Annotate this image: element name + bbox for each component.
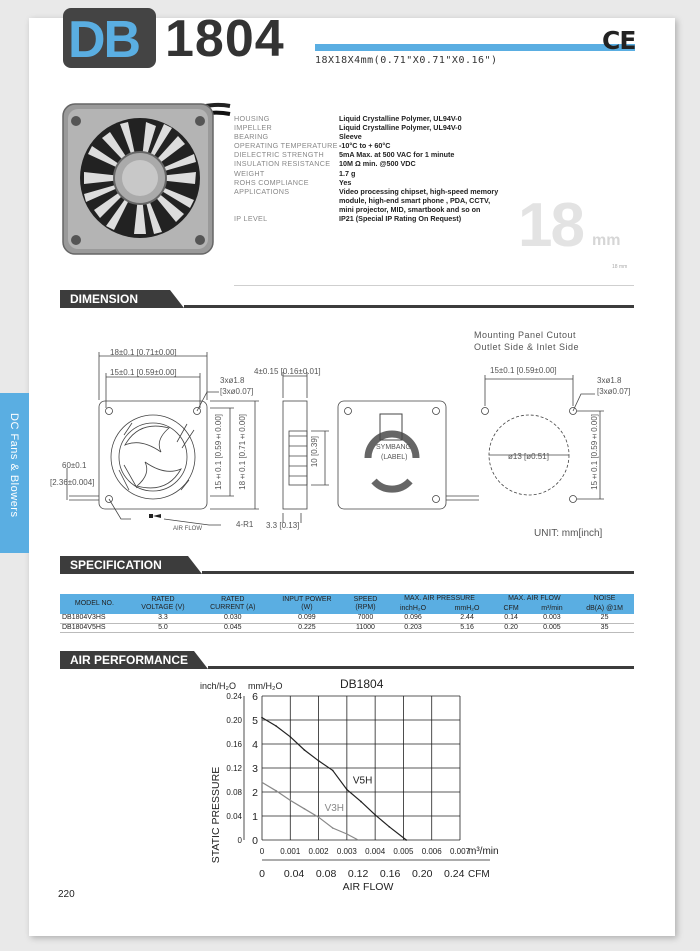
chart-y-unit-left: inch/H₂O xyxy=(200,681,237,691)
page-number: 220 xyxy=(58,889,75,900)
air-flow-label: AIR FLOW xyxy=(173,526,203,532)
chart-x-unit-bottom: CFM xyxy=(468,869,490,880)
cutout-dia-dim: ø13 [ø0.51] xyxy=(508,452,549,461)
spec-row xyxy=(234,196,514,205)
table-cell: 11000 xyxy=(345,623,385,633)
section-dimension xyxy=(60,290,634,308)
side-bottom-dim: 3.3 [0.13] xyxy=(266,521,300,530)
spec-label: IMPELLER xyxy=(234,123,272,133)
spec-value: Yes xyxy=(339,177,352,187)
chart-point xyxy=(304,808,306,810)
cutout-v-dim: 15±0.1 [0.59±0.00] xyxy=(590,414,599,490)
header-dimensions: 18X18X4mm(0.71"X0.71"X0.16") xyxy=(315,55,498,66)
spec-value: Liquid Crystalline Polymer, UL94V-0 xyxy=(339,123,462,133)
chart-y-unit-right: mm/H₂O xyxy=(248,681,283,691)
front-inner-dim: 15±0.1 [0.59±0.00] xyxy=(110,368,177,377)
th-pressure-mm: mmH₂O xyxy=(441,604,494,614)
table-cell: 5.0 xyxy=(129,623,197,633)
spec-value: -10°C to + 60°C xyxy=(339,141,391,151)
th-flow: MAX. AIR FLOW xyxy=(494,594,576,604)
table-cell: 0.203 xyxy=(385,623,440,633)
table-cell: 35 xyxy=(575,623,634,633)
section-air-performance-title: AIR PERFORMANCE xyxy=(60,651,194,669)
label-text-2: (LABEL) xyxy=(381,454,408,461)
spec-value: module, high-end smart phone , PDA, CCTV, xyxy=(339,195,491,205)
fan-photo xyxy=(60,92,232,264)
spec-row xyxy=(234,178,514,187)
chart-x-tick-m3: 0.001 xyxy=(280,847,301,856)
chart-point xyxy=(304,749,306,751)
category-side-tab xyxy=(0,393,29,553)
table-cell: 25 xyxy=(575,614,634,623)
section-specification-title: SPECIFICATION xyxy=(60,556,188,574)
side-height-dim: 10 [0.39] xyxy=(310,436,319,468)
chart-y-tick-inch: 0.24 xyxy=(226,692,242,701)
th-flow-m3: m³/min xyxy=(529,604,576,614)
spec-value: 10M Ω min. @500 VDC xyxy=(339,159,416,169)
section-specification xyxy=(60,556,634,574)
chart-x-tick-cfm: 0.04 xyxy=(283,868,305,880)
section-air-performance xyxy=(60,651,634,669)
chart-point xyxy=(388,826,390,828)
th-noise: NOISE xyxy=(575,594,634,604)
th-current: RATED CURRENT (A) xyxy=(197,594,268,614)
chart-y-tick-mm: 6 xyxy=(252,691,258,703)
chart-y-tick-inch: 0 xyxy=(237,836,242,845)
th-speed: SPEED (RPM) xyxy=(345,594,385,614)
spec-value: Liquid Crystalline Polymer, UL94V-0 xyxy=(339,114,462,123)
spec-label: HOUSING xyxy=(234,114,270,123)
chart-point xyxy=(346,833,348,835)
spec-row xyxy=(234,169,514,178)
table-cell: 0.096 xyxy=(385,614,440,623)
spec-label xyxy=(234,196,339,205)
header-accent-bar xyxy=(315,44,635,51)
spec-label: BEARING xyxy=(234,132,269,142)
table-cell: 0.003 xyxy=(529,614,576,623)
spec-table xyxy=(60,594,634,633)
chart-title: DB1804 xyxy=(340,677,384,691)
category-side-label: DC Fans & Blowers xyxy=(8,413,20,518)
table-cell: 2.44 xyxy=(441,614,494,623)
unit-label: UNIT: mm[inch] xyxy=(534,528,603,539)
chart-series-line xyxy=(262,718,406,840)
table-cell: 0.20 xyxy=(494,623,529,633)
spec-label: INSULATION RESISTANCE xyxy=(234,159,331,169)
chart-point xyxy=(332,770,334,772)
cutout-hole-1: 3xø1.8 xyxy=(597,376,622,385)
spec-list xyxy=(234,114,514,223)
spec-label: APPLICATIONS xyxy=(234,186,290,196)
cutout-hole-2: [3xø0.07] xyxy=(597,387,631,396)
th-power: INPUT POWER (W) xyxy=(268,594,345,614)
chart-x-tick-m3: 0.006 xyxy=(421,847,442,856)
chart-x-tick-m3: 0.004 xyxy=(365,847,386,856)
wire-length-2: [2.36±0.004] xyxy=(50,478,95,487)
table-cell: 0.099 xyxy=(268,614,345,623)
spec-label: IP LEVEL xyxy=(234,214,268,224)
spec-label: DIELECTRIC STRENGTH xyxy=(234,150,324,160)
cutout-top-dim: 15±0.1 [0.59±0.00] xyxy=(490,366,557,375)
th-pressure: MAX. AIR PRESSURE xyxy=(385,594,493,604)
chart-point xyxy=(275,725,277,727)
chart-point xyxy=(374,814,376,816)
mounting-title-2: Outlet Side & Inlet Side xyxy=(474,342,580,352)
chart-point xyxy=(261,717,263,719)
spec-row xyxy=(234,187,514,196)
spec-value: 1.7 g xyxy=(339,168,356,178)
spec-value: IP21 (Special IP Rating On Request) xyxy=(339,214,462,224)
ce-mark-icon: CE xyxy=(602,26,636,55)
chart-x-tick-cfm: 0.08 xyxy=(315,868,337,880)
chart-point xyxy=(346,789,348,791)
chart-x-tick-cfm: 0.24 xyxy=(444,868,465,880)
table-cell: 0.225 xyxy=(268,623,345,633)
spec-row xyxy=(234,214,514,223)
th-flow-cfm: CFM xyxy=(494,604,529,614)
wire-length-1: 60±0.1 xyxy=(62,461,87,470)
front-v-inner: 15±0.1 [0.59±0.00] xyxy=(214,414,223,490)
section-dimension-title: DIMENSION xyxy=(60,290,170,308)
table-cell: 3.3 xyxy=(129,614,197,623)
table-cell: 7000 xyxy=(345,614,385,623)
chart-x-tick-m3: 0 xyxy=(259,847,265,856)
chart-x-tick-cfm: 0.20 xyxy=(411,868,433,880)
front-view-impeller xyxy=(111,415,195,499)
side-width-dim: 4±0.15 [0.16±0.01] xyxy=(254,367,321,376)
spec-value: Video processing chipset, high-speed memory xyxy=(339,186,499,196)
size-badge-number: 18 xyxy=(518,191,583,260)
table-cell: 0.045 xyxy=(197,623,268,633)
spec-label: WEIGHT xyxy=(234,168,265,178)
chart-point xyxy=(357,839,359,841)
label-text-1: SYMBANG xyxy=(376,444,412,451)
table-cell: DB1804V3HS xyxy=(60,614,129,623)
chart-y-tick-mm: 1 xyxy=(252,811,258,823)
chart-y-tick-mm: 5 xyxy=(252,715,258,727)
chart-point xyxy=(332,827,334,829)
chart-x-tick-cfm: 0.12 xyxy=(347,868,369,880)
model-number-title: 1804 xyxy=(165,10,285,68)
chart-point xyxy=(289,800,291,802)
th-pressure-inch: inchH₂O xyxy=(385,604,440,614)
chart-x-unit-top: m³/min xyxy=(468,846,499,857)
chart-point xyxy=(318,816,320,818)
spec-row xyxy=(234,114,514,123)
side-view xyxy=(283,401,307,509)
chart-y-tick-inch: 0.08 xyxy=(226,788,242,797)
table-cell: 0.030 xyxy=(197,614,268,623)
chart-x-tick-m3: 0.003 xyxy=(336,847,357,856)
chart-y-tick-mm: 0 xyxy=(252,835,258,847)
chart-x-tick-m3: 0.007 xyxy=(449,847,471,856)
chart-series-label: V5H xyxy=(352,775,373,787)
spec-label: OPERATING TEMPERATURE xyxy=(234,141,338,151)
th-voltage: RATED VOLTAGE (V) xyxy=(129,594,197,614)
spec-row xyxy=(234,150,514,159)
chart-point xyxy=(261,782,263,784)
spec-value: mini projector, MID, smartbook and so on xyxy=(339,204,481,214)
mounting-title-1: Mounting Panel Cutout xyxy=(474,330,577,340)
chart-y-tick-inch: 0.20 xyxy=(226,716,242,725)
air-performance-chart xyxy=(190,670,530,900)
chart-y-tick-mm: 4 xyxy=(252,739,258,751)
spec-value: Sleeve xyxy=(339,132,362,142)
table-row xyxy=(60,614,634,623)
spec-row xyxy=(234,205,514,214)
chart-y-label: STATIC PRESSURE xyxy=(210,766,222,864)
chart-series-label: V3H xyxy=(324,803,345,815)
radius-label: 4-R1 xyxy=(236,520,254,529)
spec-label: ROHS COMPLIANCE xyxy=(234,177,309,187)
chart-y-tick-mm: 3 xyxy=(252,763,258,775)
table-cell: 0.14 xyxy=(494,614,529,623)
chart-x-tick-m3: 0.002 xyxy=(308,847,329,856)
chart-y-tick-inch: 0.12 xyxy=(226,764,242,773)
chart-x-tick-cfm: 0 xyxy=(259,868,265,880)
chart-point xyxy=(318,760,320,762)
front-v-outer: 18±0.1 [0.71±0.00] xyxy=(238,414,247,490)
table-row xyxy=(60,623,634,633)
table-cell: 0.005 xyxy=(529,623,576,633)
spec-row xyxy=(234,123,514,132)
brand-logo: DB xyxy=(68,11,140,69)
th-noise-unit: dB(A) @1M xyxy=(575,604,634,614)
chart-point xyxy=(275,790,277,792)
chart-y-tick-inch: 0.04 xyxy=(226,812,242,821)
chart-x-tick-m3: 0.005 xyxy=(393,847,414,856)
hole-dim-2: [3xø0.07] xyxy=(220,387,254,396)
spec-value: 5mA Max. at 500 VAC for 1 minute xyxy=(339,150,455,160)
chart-point xyxy=(360,801,362,803)
th-model: MODEL NO. xyxy=(60,594,129,614)
front-outer-dim: 18±0.1 [0.71±0.00] xyxy=(110,348,177,357)
chart-point xyxy=(289,736,291,738)
chart-point xyxy=(405,839,407,841)
table-cell: DB1804V5HS xyxy=(60,623,129,633)
table-cell: 5.16 xyxy=(441,623,494,633)
chart-x-label: AIR FLOW xyxy=(342,881,394,893)
spec-row xyxy=(234,159,514,168)
spec-label xyxy=(234,205,339,214)
size-badge-small: 18 mm xyxy=(612,264,628,270)
spec-row xyxy=(234,141,514,150)
chart-y-tick-inch: 0.16 xyxy=(226,740,242,749)
chart-x-tick-cfm: 0.16 xyxy=(379,868,401,880)
cutout-hole xyxy=(482,408,489,415)
front-view-frame xyxy=(99,401,207,509)
hole-dim-1: 3xø1.8 xyxy=(220,376,245,385)
spec-row xyxy=(234,132,514,141)
size-badge-unit: mm xyxy=(592,232,621,249)
chart-y-tick-mm: 2 xyxy=(252,787,258,799)
spec-divider xyxy=(234,285,634,286)
